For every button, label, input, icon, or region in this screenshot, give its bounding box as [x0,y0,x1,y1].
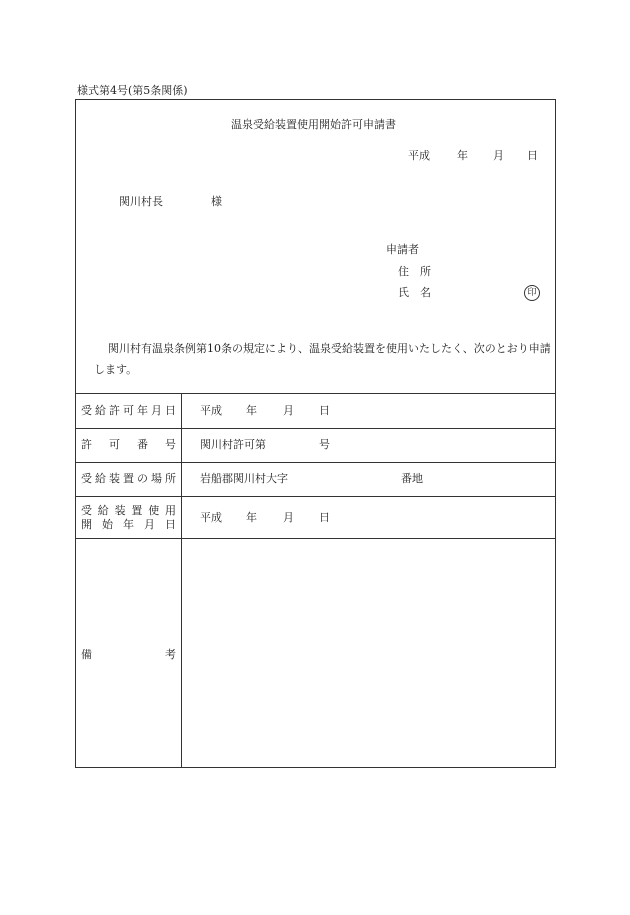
row3-suffix: 番地 [401,472,423,485]
date-month: 月 [493,149,504,162]
addressee-name: 関川村長 [119,195,163,208]
row1-day: 日 [319,404,330,417]
divider [76,496,555,497]
application-form [75,99,556,768]
row-label-remarks: 備考 [81,648,176,661]
row4-era: 平成 [200,511,222,524]
row2-suffix: 号 [319,438,330,451]
row-label-permit-number: 許可番号 [81,438,176,451]
row-label-permit-date: 受給許可年月日 [81,404,176,417]
divider [76,428,555,429]
applicant-name-label: 氏 名 [398,286,431,299]
date-year: 年 [457,149,468,162]
application-statement: 関川村有温泉条例第10条の規定により、温泉受給装置を使用いたしたく、次のとおり申請します。 [94,342,551,376]
row-label-start-date-line2: 開始年月日 [81,518,176,531]
applicant-label: 申請者 [386,243,419,256]
row4-month: 月 [283,511,294,524]
seal-mark: 印 [524,285,540,301]
row4-day: 日 [319,511,330,524]
row-label-start-date-line1: 受給装置使用 [81,504,176,517]
divider [76,462,555,463]
row4-year: 年 [246,511,257,524]
row1-era: 平成 [200,404,222,417]
remarks-area[interactable] [182,539,555,767]
addressee-honorific: 様 [211,195,222,208]
form-number-note: 様式第4号(第5条関係) [77,84,188,97]
date-era: 平成 [408,149,430,162]
row2-prefix: 関川村許可第 [200,438,266,451]
divider [76,393,555,394]
row-label-device-location: 受給装置の場所 [81,472,176,485]
date-day: 日 [527,149,538,162]
form-title: 温泉受給装置使用開始許可申請書 [231,118,396,131]
row1-year: 年 [246,404,257,417]
applicant-address-label: 住 所 [398,265,431,278]
row1-month: 月 [283,404,294,417]
row3-prefix: 岩船郡関川村大字 [200,472,288,485]
